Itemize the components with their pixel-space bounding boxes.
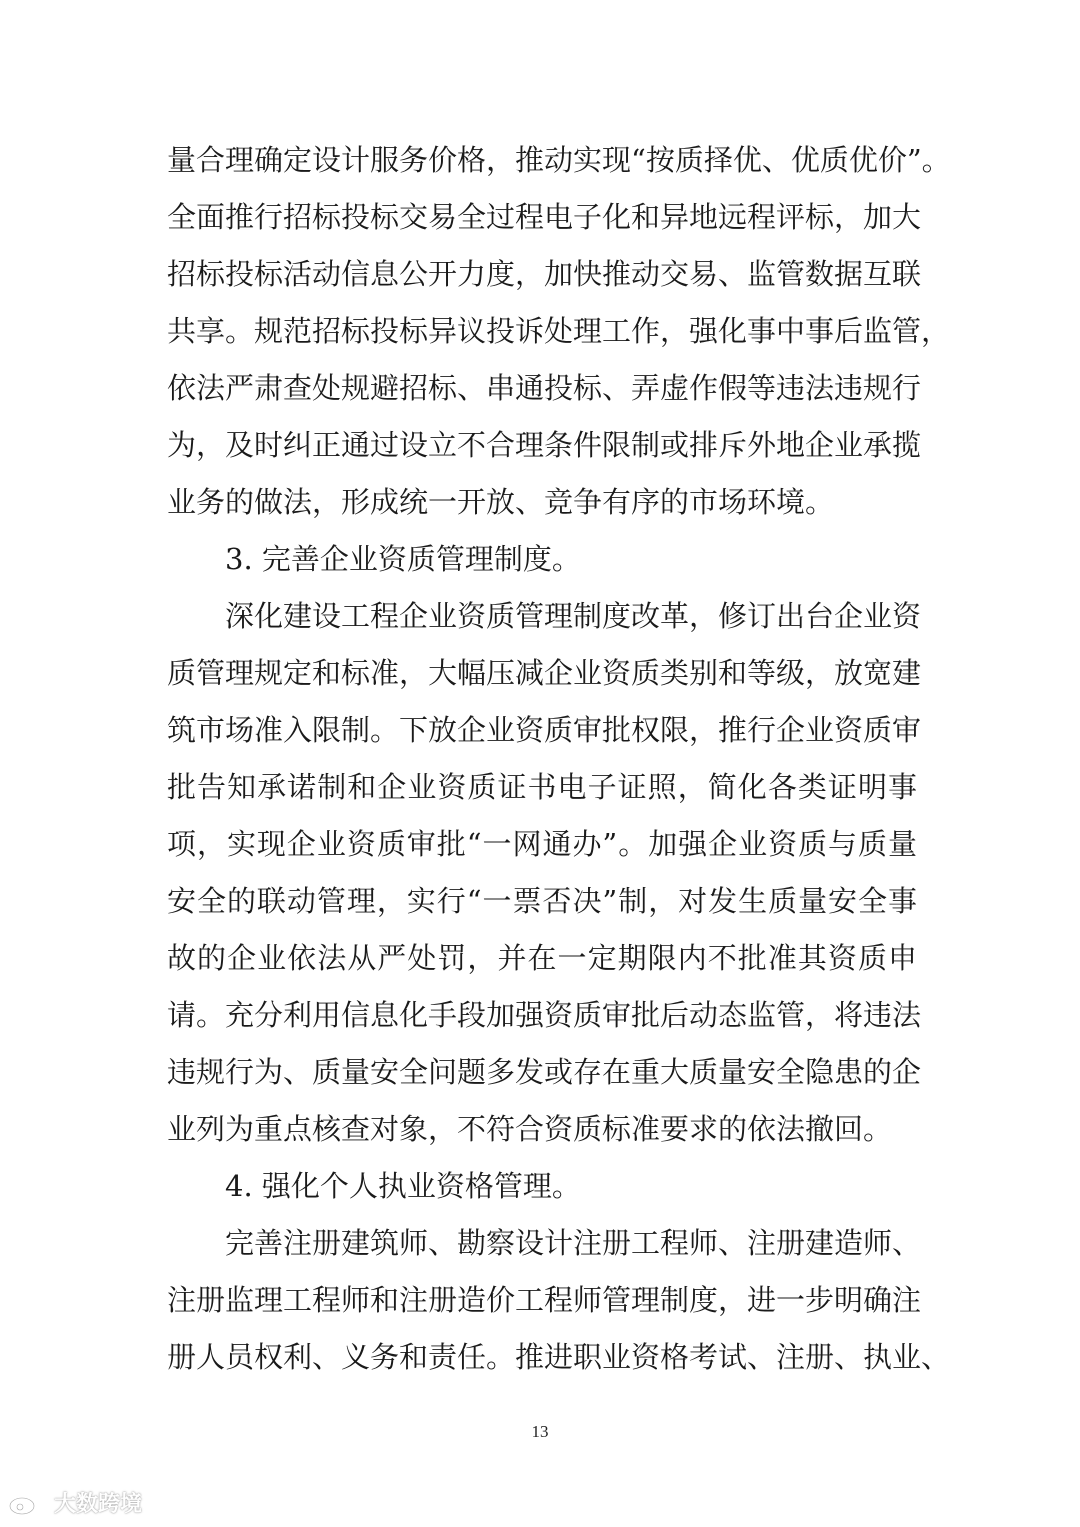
body-line: 全面推行招标投标交易全过程电子化和异地远程评标，加大 [167,200,922,234]
body-line: 完善注册建筑师、勘察设计注册工程师、注册建造师、 [225,1226,922,1260]
body-line: 依法严肃查处规避招标、串通投标、弄虚作假等违法违规行 [167,371,922,405]
body-line: 安全的联动管理，实行“一票否决”制，对发生质量安全事 [167,884,917,918]
watermark [8,1487,142,1518]
section-heading: 3. 完善企业资质管理制度。 [225,542,581,576]
body-line: 量合理确定设计服务价格，推动实现“按质择优、优质优价”。 [167,143,951,177]
body-line: 筑市场准入限制。下放企业资质审批权限，推行企业资质审 [167,713,922,747]
body-line: 注册监理工程师和注册造价工程师管理制度，进一步明确注 [167,1283,922,1317]
body-line: 册人员权利、义务和责任。推进职业资格考试、注册、执业、 [167,1340,951,1374]
body-line: 批告知承诺制和企业资质证书电子证照，简化各类证明事 [167,770,917,804]
weibo-logo-icon [8,1490,48,1516]
body-line: 业列为重点核查对象，不符合资质标准要求的依法撤回。 [167,1112,893,1146]
body-line: 共享。规范招标投标异议投诉处理工作，强化事中事后监管， [167,314,951,348]
body-line: 深化建设工程企业资质管理制度改革，修订出台企业资 [225,599,922,633]
body-line: 业务的做法，形成统一开放、竞争有序的市场环境。 [167,485,835,519]
body-line: 招标投标活动信息公开力度，加快推动交易、监管数据互联 [167,257,922,291]
watermark-text: 大数跨境 [54,1492,143,1517]
body-line: 为，及时纠正通过设立不合理条件限制或排斥外地企业承揽 [167,428,922,462]
body-line: 质管理规定和标准，大幅压减企业资质类别和等级，放宽建 [167,656,922,690]
body-line: 违规行为、质量安全问题多发或存在重大质量安全隐患的企 [167,1055,922,1089]
body-line: 项，实现企业资质审批“一网通办”。加强企业资质与质量 [167,827,917,861]
body-line: 故的企业依法从严处罚，并在一定期限内不批准其资质申 [167,941,917,975]
body-line: 请。充分利用信息化手段加强资质审批后动态监管，将违法 [167,998,922,1032]
page-number: 13 [531,1422,549,1441]
section-heading: 4. 强化个人执业资格管理。 [225,1169,581,1203]
